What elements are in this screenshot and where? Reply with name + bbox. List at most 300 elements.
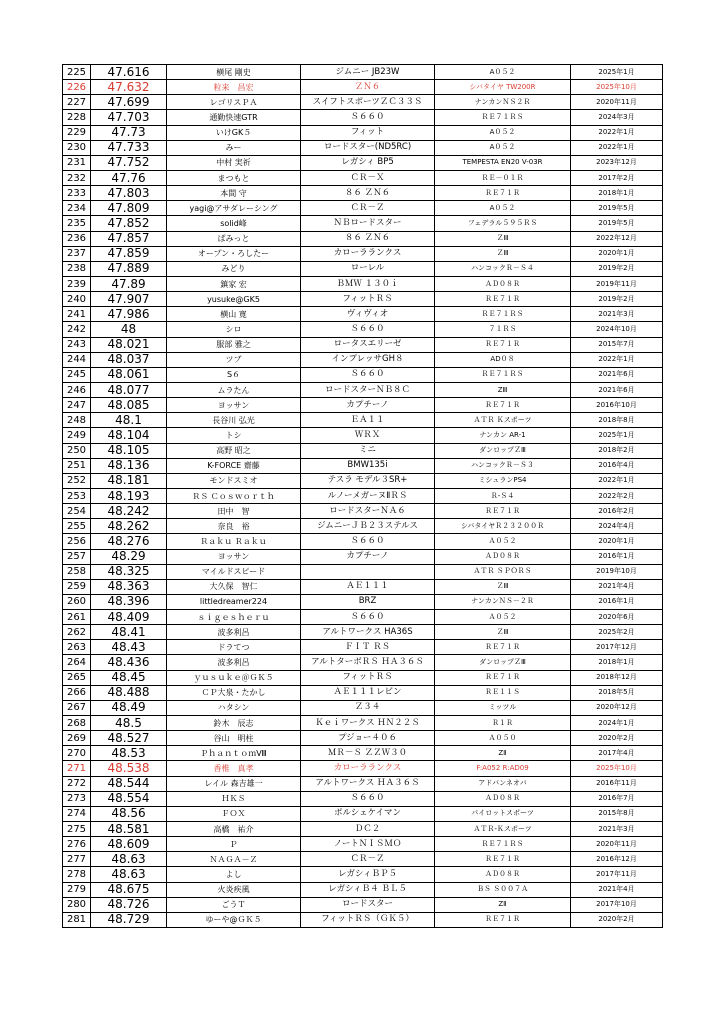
- rank-cell: 280: [63, 897, 91, 912]
- car-model-cell: ロードスターＮＢ８Ｃ: [301, 382, 435, 397]
- table-row: [63, 216, 663, 231]
- driver-name-cell: ＣＰ大泉・たかし: [167, 685, 301, 700]
- table-row: [63, 867, 663, 882]
- rank-cell: 229: [63, 125, 91, 140]
- table-row: [63, 95, 663, 110]
- date-cell: 2016年11月: [571, 776, 663, 791]
- driver-name-cell: マイルドスピード: [167, 564, 301, 579]
- table-row: [63, 806, 663, 821]
- lap-time-cell: 48.5: [91, 716, 167, 731]
- rank-cell: 255: [63, 519, 91, 534]
- tire-cell: ＡＴＲ-Ｋスポーツ: [435, 822, 571, 837]
- rank-cell: 276: [63, 837, 91, 852]
- driver-name-cell: yagi@アサダレーシング: [167, 201, 301, 216]
- driver-name-cell: いけGK５: [167, 125, 301, 140]
- driver-name-cell: オープン・ろしたー: [167, 246, 301, 261]
- date-cell: 2020年12月: [571, 700, 663, 715]
- rank-cell: 249: [63, 428, 91, 443]
- rank-cell: 250: [63, 443, 91, 458]
- lap-time-cell: 48.396: [91, 594, 167, 609]
- date-cell: 2021年4月: [571, 579, 663, 594]
- car-model-cell: ＢＭＷ １３０ｉ: [301, 276, 435, 291]
- lap-time-cell: 48.037: [91, 352, 167, 367]
- driver-name-cell: トシ: [167, 428, 301, 443]
- lap-time-cell: 47.809: [91, 201, 167, 216]
- lap-time-cell: 47.986: [91, 307, 167, 322]
- driver-name-cell: みどり: [167, 261, 301, 276]
- tire-cell: ZⅡ: [435, 897, 571, 912]
- table-row: [63, 292, 663, 307]
- rank-cell: 236: [63, 231, 91, 246]
- lap-time-cell: 48.29: [91, 549, 167, 564]
- lap-time-cell: 48.675: [91, 882, 167, 897]
- driver-name-cell: 粒来 昌宏: [167, 80, 301, 95]
- car-model-cell: アルトターボＲＳ ＨＡ３６Ｓ: [301, 655, 435, 670]
- lap-time-cell: 48.726: [91, 897, 167, 912]
- table-row: [63, 791, 663, 806]
- car-model-cell: カプチーノ: [301, 549, 435, 564]
- rank-cell: 264: [63, 655, 91, 670]
- tire-cell: パイロットスポーツ: [435, 806, 571, 821]
- table-row: [63, 685, 663, 700]
- tire-cell: A０５２: [435, 125, 571, 140]
- lap-time-cell: 48.53: [91, 746, 167, 761]
- date-cell: 2023年12月: [571, 155, 663, 170]
- lap-time-cell: 47.857: [91, 231, 167, 246]
- tire-cell: アドバンネオバ: [435, 776, 571, 791]
- driver-name-cell: ドラてつ: [167, 640, 301, 655]
- car-model-cell: ＣＲ－Ｚ: [301, 852, 435, 867]
- lap-time-cell: 48.085: [91, 398, 167, 413]
- lap-time-cell: 48.63: [91, 852, 167, 867]
- table-row: [63, 125, 663, 140]
- driver-name-cell: 横山 寛: [167, 307, 301, 322]
- tire-cell: ＲＥ１１Ｓ: [435, 685, 571, 700]
- driver-name-cell: ＮＡＧＡ－Ｚ: [167, 852, 301, 867]
- car-model-cell: ロードスターＮＡ６: [301, 504, 435, 519]
- rank-cell: 278: [63, 867, 91, 882]
- rank-cell: 262: [63, 625, 91, 640]
- date-cell: 2021年6月: [571, 382, 663, 397]
- car-model-cell: レガシィＢ４ ＢＬ５: [301, 882, 435, 897]
- lap-time-cell: 47.76: [91, 170, 167, 185]
- date-cell: 2017年2月: [571, 170, 663, 185]
- ranking-table: [62, 64, 663, 928]
- tire-cell: ナンカン AR-1: [435, 428, 571, 443]
- lap-time-cell: 48.325: [91, 564, 167, 579]
- tire-cell: ダンロップＺⅢ: [435, 443, 571, 458]
- lap-time-cell: 48.63: [91, 867, 167, 882]
- lap-time-cell: 48.41: [91, 625, 167, 640]
- table-row: [63, 155, 663, 170]
- rank-cell: 232: [63, 170, 91, 185]
- lap-time-cell: 48.193: [91, 488, 167, 503]
- rank-cell: 240: [63, 292, 91, 307]
- rank-cell: 271: [63, 761, 91, 776]
- date-cell: 2017年11月: [571, 867, 663, 882]
- tire-cell: Ａ０５０: [435, 731, 571, 746]
- driver-name-cell: 高野 昭之: [167, 443, 301, 458]
- tire-cell: ＡＤ０８Ｒ: [435, 549, 571, 564]
- lap-time-cell: 48.554: [91, 791, 167, 806]
- car-model-cell: ロードスター: [301, 897, 435, 912]
- rank-cell: 244: [63, 352, 91, 367]
- date-cell: 2021年3月: [571, 822, 663, 837]
- rank-cell: 263: [63, 640, 91, 655]
- lap-time-cell: 48.538: [91, 761, 167, 776]
- car-model-cell: ロータスエリーゼ: [301, 337, 435, 352]
- tire-cell: ＡＤ０８Ｒ: [435, 276, 571, 291]
- rank-cell: 265: [63, 670, 91, 685]
- table-row: [63, 761, 663, 776]
- rank-cell: 235: [63, 216, 91, 231]
- rank-cell: 277: [63, 852, 91, 867]
- rank-cell: 254: [63, 504, 91, 519]
- table-row: [63, 261, 663, 276]
- tire-cell: ＡＴＲ Ｋスポーツ: [435, 413, 571, 428]
- lap-time-cell: 47.699: [91, 95, 167, 110]
- lap-time-cell: 47.852: [91, 216, 167, 231]
- rank-cell: 279: [63, 882, 91, 897]
- tire-cell: ハンコックＲ－Ｓ４: [435, 261, 571, 276]
- lap-time-cell: 48.409: [91, 610, 167, 625]
- rank-cell: 239: [63, 276, 91, 291]
- tire-cell: AD０８: [435, 352, 571, 367]
- table-row: [63, 170, 663, 185]
- driver-name-cell: 横尾 剛史: [167, 65, 301, 80]
- driver-name-cell: 波多利呂: [167, 625, 301, 640]
- table-row: [63, 140, 663, 155]
- lap-time-cell: 48.105: [91, 443, 167, 458]
- date-cell: 2015年7月: [571, 337, 663, 352]
- lap-time-cell: 48.45: [91, 670, 167, 685]
- date-cell: 2019年5月: [571, 201, 663, 216]
- car-model-cell: ＣＲ－Ｚ: [301, 201, 435, 216]
- rank-cell: 253: [63, 488, 91, 503]
- rank-cell: 273: [63, 791, 91, 806]
- rank-cell: 252: [63, 473, 91, 488]
- date-cell: 2019年2月: [571, 292, 663, 307]
- lap-time-cell: 48.56: [91, 806, 167, 821]
- date-cell: 2025年2月: [571, 625, 663, 640]
- car-model-cell: フィットＲＳ: [301, 670, 435, 685]
- date-cell: 2025年10月: [571, 80, 663, 95]
- lap-time-cell: 48.544: [91, 776, 167, 791]
- table-row: [63, 246, 663, 261]
- table-row: [63, 307, 663, 322]
- rank-cell: 275: [63, 822, 91, 837]
- table-row: [63, 716, 663, 731]
- lap-time-cell: 48.488: [91, 685, 167, 700]
- rank-cell: 243: [63, 337, 91, 352]
- table-row: [63, 549, 663, 564]
- tire-cell: ダンロップＺⅢ: [435, 655, 571, 670]
- driver-name-cell: レゴリスＰＡ: [167, 95, 301, 110]
- car-model-cell: Ｚ３４: [301, 700, 435, 715]
- date-cell: 2016年7月: [571, 791, 663, 806]
- date-cell: 2022年1月: [571, 125, 663, 140]
- rank-cell: 227: [63, 95, 91, 110]
- table-row: [63, 398, 663, 413]
- lap-time-cell: 47.859: [91, 246, 167, 261]
- date-cell: 2016年10月: [571, 398, 663, 413]
- table-row: [63, 231, 663, 246]
- rank-cell: 247: [63, 398, 91, 413]
- rank-cell: 260: [63, 594, 91, 609]
- tire-cell: ＺⅢ: [435, 246, 571, 261]
- lap-time-cell: 48.436: [91, 655, 167, 670]
- tire-cell: ハンコックＲ－Ｓ３: [435, 458, 571, 473]
- rank-cell: 246: [63, 382, 91, 397]
- rank-cell: 231: [63, 155, 91, 170]
- rank-cell: 242: [63, 322, 91, 337]
- lap-time-cell: 48.104: [91, 428, 167, 443]
- driver-name-cell: ｙｕｓｕｋｅ＠ＧＫ５: [167, 670, 301, 685]
- lap-time-cell: 48.1: [91, 413, 167, 428]
- driver-name-cell: ごうＴ: [167, 897, 301, 912]
- driver-name-cell: ぱみっと: [167, 231, 301, 246]
- table-row: [63, 65, 663, 80]
- rank-cell: 238: [63, 261, 91, 276]
- table-row: [63, 822, 663, 837]
- date-cell: 2022年1月: [571, 140, 663, 155]
- tire-cell: ＲＥ７１ＲＳ: [435, 110, 571, 125]
- table-row: [63, 852, 663, 867]
- driver-name-cell: 長谷川 弘光: [167, 413, 301, 428]
- car-model-cell: ヴィヴィオ: [301, 307, 435, 322]
- car-model-cell: アルトワークス HA36S: [301, 625, 435, 640]
- rank-cell: 251: [63, 458, 91, 473]
- lap-time-cell: 48.609: [91, 837, 167, 852]
- lap-time-cell: 47.89: [91, 276, 167, 291]
- car-model-cell: [301, 564, 435, 579]
- driver-name-cell: 本間 守: [167, 186, 301, 201]
- table-row: [63, 897, 663, 912]
- driver-name-cell: ムラたん: [167, 382, 301, 397]
- tire-cell: ＡＤ０８Ｒ: [435, 867, 571, 882]
- driver-name-cell: littledreamer224: [167, 594, 301, 609]
- tire-cell: シバタイヤ TW200R: [435, 80, 571, 95]
- driver-name-cell: K-FORCE 齋藤: [167, 458, 301, 473]
- tire-cell: ミシュランPS4: [435, 473, 571, 488]
- date-cell: 2022年2月: [571, 488, 663, 503]
- rank-cell: 258: [63, 564, 91, 579]
- date-cell: 2018年12月: [571, 670, 663, 685]
- rank-cell: 245: [63, 367, 91, 382]
- tire-cell: Ｒ-Ｓ４: [435, 488, 571, 503]
- rank-cell: 233: [63, 186, 91, 201]
- car-model-cell: ルノーメガーヌⅡＲＳ: [301, 488, 435, 503]
- table-row: [63, 504, 663, 519]
- driver-name-cell: S６: [167, 367, 301, 382]
- tire-cell: Ａ０５２: [435, 534, 571, 549]
- table-row: [63, 579, 663, 594]
- rank-cell: 274: [63, 806, 91, 821]
- date-cell: 2017年10月: [571, 897, 663, 912]
- tire-cell: ミッツル: [435, 700, 571, 715]
- rank-cell: 225: [63, 65, 91, 80]
- date-cell: 2025年1月: [571, 428, 663, 443]
- rank-cell: 256: [63, 534, 91, 549]
- car-model-cell: Ｓ６６０: [301, 534, 435, 549]
- table-row: [63, 882, 663, 897]
- date-cell: 2022年12月: [571, 231, 663, 246]
- table-row: [63, 610, 663, 625]
- car-model-cell: ローレル: [301, 261, 435, 276]
- car-model-cell: カプチーノ: [301, 398, 435, 413]
- date-cell: 2020年2月: [571, 731, 663, 746]
- lap-time-cell: 48.276: [91, 534, 167, 549]
- date-cell: 2025年10月: [571, 761, 663, 776]
- table-row: [63, 201, 663, 216]
- car-model-cell: ＡＥ１１１レビン: [301, 685, 435, 700]
- tire-cell: Ｒ１Ｒ: [435, 716, 571, 731]
- rank-cell: 269: [63, 731, 91, 746]
- driver-name-cell: ＦＯＸ: [167, 806, 301, 821]
- lap-time-cell: 47.733: [91, 140, 167, 155]
- table-row: [63, 186, 663, 201]
- car-model-cell: Ｓ６６０: [301, 322, 435, 337]
- driver-name-cell: 波多利呂: [167, 655, 301, 670]
- date-cell: 2019年10月: [571, 564, 663, 579]
- table-row: [63, 443, 663, 458]
- driver-name-cell: 大久保 智仁: [167, 579, 301, 594]
- table-row: [63, 655, 663, 670]
- date-cell: 2020年1月: [571, 246, 663, 261]
- tire-cell: ZⅢ: [435, 382, 571, 397]
- table-row: [63, 322, 663, 337]
- date-cell: 2020年11月: [571, 95, 663, 110]
- date-cell: 2016年2月: [571, 504, 663, 519]
- date-cell: 2020年1月: [571, 534, 663, 549]
- lap-time-cell: 47.73: [91, 125, 167, 140]
- driver-name-cell: Ｒａｋｕ Ｒａｋｕ: [167, 534, 301, 549]
- date-cell: 2024年1月: [571, 716, 663, 731]
- driver-name-cell: モンドスミオ: [167, 473, 301, 488]
- car-model-cell: ＺＮ６: [301, 80, 435, 95]
- table-row: [63, 488, 663, 503]
- car-model-cell: ＣＲ－Ｘ: [301, 170, 435, 185]
- lap-time-cell: 48.363: [91, 579, 167, 594]
- date-cell: 2019年2月: [571, 261, 663, 276]
- date-cell: 2024年4月: [571, 519, 663, 534]
- lap-time-cell: 47.803: [91, 186, 167, 201]
- rank-cell: 270: [63, 746, 91, 761]
- table-row: [63, 746, 663, 761]
- lap-time-cell: 48.729: [91, 912, 167, 927]
- table-row: [63, 428, 663, 443]
- lap-time-cell: 48.527: [91, 731, 167, 746]
- rank-cell: 234: [63, 201, 91, 216]
- driver-name-cell: まつもと: [167, 170, 301, 185]
- lap-time-cell: 48: [91, 322, 167, 337]
- car-model-cell: Ｓ６６０: [301, 610, 435, 625]
- table-row: [63, 912, 663, 927]
- car-model-cell: Ｓ６６０: [301, 791, 435, 806]
- tire-cell: ＢＳ Ｓ００７Ａ: [435, 882, 571, 897]
- driver-name-cell: ｓｉｇｅｓｈｅｒｕ: [167, 610, 301, 625]
- table-row: [63, 352, 663, 367]
- car-model-cell: ＤＣ２: [301, 822, 435, 837]
- tire-cell: ＲＥ７１Ｒ: [435, 398, 571, 413]
- lap-time-cell: 47.907: [91, 292, 167, 307]
- tire-cell: ＲＥ７１Ｒ: [435, 640, 571, 655]
- tire-cell: Ａ０５２: [435, 610, 571, 625]
- table-row: [63, 731, 663, 746]
- tire-cell: ＲＥ７１ＲＳ: [435, 837, 571, 852]
- table-row: [63, 837, 663, 852]
- date-cell: 2020年2月: [571, 912, 663, 927]
- rank-cell: 248: [63, 413, 91, 428]
- date-cell: 2019年5月: [571, 216, 663, 231]
- date-cell: 2016年12月: [571, 852, 663, 867]
- rank-cell: 267: [63, 700, 91, 715]
- car-model-cell: Ｋｅｉワークス ＨＮ２２Ｓ: [301, 716, 435, 731]
- driver-name-cell: 香椎 真孝: [167, 761, 301, 776]
- rank-cell: 230: [63, 140, 91, 155]
- lap-time-cell: 48.021: [91, 337, 167, 352]
- rank-cell: 257: [63, 549, 91, 564]
- rank-cell: 266: [63, 685, 91, 700]
- date-cell: 2016年1月: [571, 549, 663, 564]
- tire-cell: ナンカンＮＳ２Ｒ: [435, 95, 571, 110]
- table-row: [63, 413, 663, 428]
- driver-name-cell: 服部 雅之: [167, 337, 301, 352]
- lap-time-cell: 47.703: [91, 110, 167, 125]
- driver-name-cell: solid峰: [167, 216, 301, 231]
- rank-cell: 268: [63, 716, 91, 731]
- driver-name-cell: 高橋 祐介: [167, 822, 301, 837]
- car-model-cell: ＷＲＸ: [301, 428, 435, 443]
- date-cell: 2016年4月: [571, 458, 663, 473]
- lap-time-cell: 48.061: [91, 367, 167, 382]
- driver-name-cell: 中村 実祈: [167, 155, 301, 170]
- tire-cell: A０５２: [435, 140, 571, 155]
- rank-cell: 228: [63, 110, 91, 125]
- table-row: [63, 700, 663, 715]
- car-model-cell: ＡＥ１１１: [301, 579, 435, 594]
- car-model-cell: プジョー４０６: [301, 731, 435, 746]
- date-cell: 2016年1月: [571, 594, 663, 609]
- driver-name-cell: ゆーや@ＧＫ５: [167, 912, 301, 927]
- tire-cell: ＲＥ７１Ｒ: [435, 186, 571, 201]
- date-cell: 2020年6月: [571, 610, 663, 625]
- tire-cell: ＲＥ７１ＲＳ: [435, 307, 571, 322]
- lap-time-cell: 48.262: [91, 519, 167, 534]
- date-cell: 2025年1月: [571, 65, 663, 80]
- date-cell: 2022年1月: [571, 473, 663, 488]
- date-cell: 2017年4月: [571, 746, 663, 761]
- lap-time-cell: 48.581: [91, 822, 167, 837]
- car-model-cell: フィットＲＳ: [301, 292, 435, 307]
- table-row: [63, 776, 663, 791]
- date-cell: 2019年11月: [571, 276, 663, 291]
- lap-time-cell: 47.889: [91, 261, 167, 276]
- table-row: [63, 110, 663, 125]
- car-model-cell: ミニ: [301, 443, 435, 458]
- table-row: [63, 564, 663, 579]
- tire-cell: ナンカンＮＳ－２Ｒ: [435, 594, 571, 609]
- date-cell: 2022年1月: [571, 352, 663, 367]
- tire-cell: ＡＤ０８Ｒ: [435, 791, 571, 806]
- table-row: [63, 458, 663, 473]
- table-row: [63, 534, 663, 549]
- lap-time-cell: 48.49: [91, 700, 167, 715]
- tire-cell: ＲＥ７１Ｒ: [435, 504, 571, 519]
- driver-name-cell: ツブ: [167, 352, 301, 367]
- date-cell: 2015年8月: [571, 806, 663, 821]
- car-model-cell: ジムニーＪＢ２３ステルス: [301, 519, 435, 534]
